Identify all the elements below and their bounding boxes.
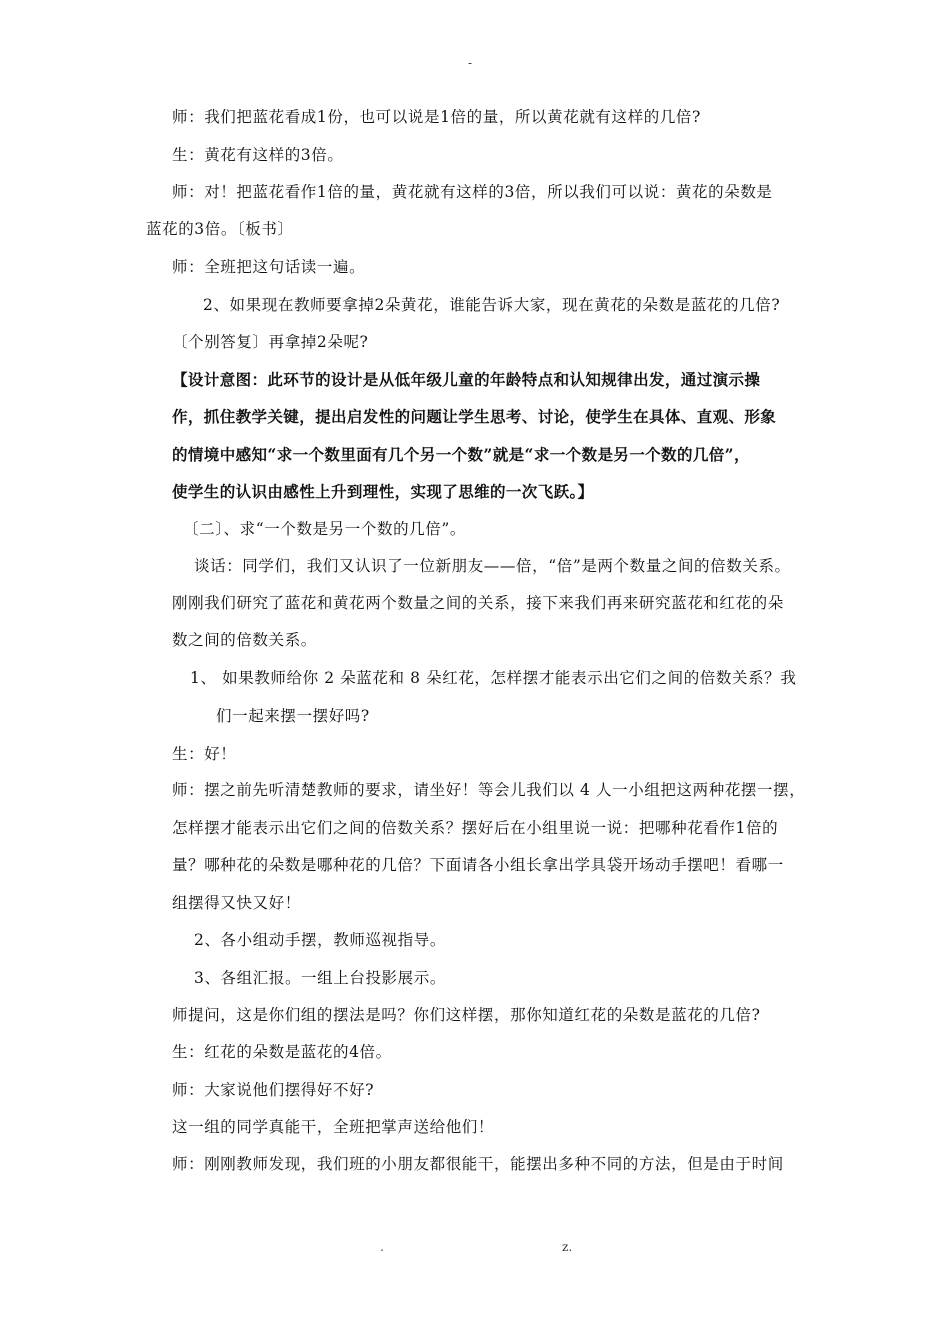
text-line: 师：我们把蓝花看成1份，也可以说是1倍的量，所以黄花就有这样的几倍? bbox=[172, 108, 701, 126]
text-line: 生：好！ bbox=[172, 745, 237, 763]
text-line: 组摆得又快又好！ bbox=[172, 894, 301, 912]
design-intent-line: 的情境中感知“求一个数里面有几个另一个数”就是“求一个数是另一个数的几倍”， bbox=[172, 445, 750, 464]
text-line: 2、如果现在教师要拿掉2朵黄花，谁能告诉大家，现在黄花的朵数是蓝花的几倍? bbox=[203, 296, 781, 314]
text-line: 师：刚刚教师发现，我们班的小朋友都很能干，能摆出多种不同的方法，但是由于时间 bbox=[172, 1155, 784, 1173]
text-line: 谈话：同学们，我们又认识了一位新朋友——倍，“倍”是两个数量之间的倍数关系。 bbox=[194, 557, 791, 575]
design-intent-line: 使学生的认识由感性上升到理性，实现了思维的一次飞跃。】 bbox=[172, 482, 594, 501]
page-header-mark: - bbox=[468, 56, 473, 70]
design-intent-line: 作，抓住教学关键，提出启发性的问题让学生思考、讨论，使学生在具体、直观、形象 bbox=[172, 407, 777, 426]
text-line: 这一组的同学真能干，全班把掌声送给他们！ bbox=[172, 1118, 495, 1136]
text-line: 们一起来摆一摆好吗? bbox=[216, 707, 370, 725]
text-line: 师提问，这是你们组的摆法是吗？你们这样摆，那你知道红花的朵数是蓝花的几倍? bbox=[172, 1006, 761, 1024]
page-footer-right: z. bbox=[562, 1240, 573, 1254]
text-line: 〔个别答复〕再拿掉2朵呢? bbox=[172, 333, 369, 351]
text-line: 师：全班把这句话读一遍。 bbox=[172, 258, 366, 276]
text-line: 生：红花的朵数是蓝花的4倍。 bbox=[172, 1043, 392, 1061]
text-line: 师：摆之前先听清楚教师的要求，请坐好！等会儿我们以 4 人一小组把这两种花摆一摆， bbox=[172, 781, 806, 799]
text-line: 蓝花的3倍。〔板书〕 bbox=[146, 220, 294, 238]
text-line: 师：对！把蓝花看作1倍的量，黄花就有这样的3倍，所以我们可以说：黄花的朵数是 bbox=[172, 183, 773, 201]
text-line: 生：黄花有这样的3倍。 bbox=[172, 146, 344, 164]
text-line: 刚刚我们研究了蓝花和黄花两个数量之间的关系，接下来我们再来研究蓝花和红花的朵 bbox=[172, 594, 784, 612]
text-line: 怎样摆才能表示出它们之间的倍数关系？摆好后在小组里说一说：把哪种花看作1倍的 bbox=[172, 819, 779, 837]
text-line: 数之间的倍数关系。 bbox=[172, 631, 317, 649]
section-heading: 〔二〕、求“一个数是另一个数的几倍”。 bbox=[183, 520, 466, 538]
text-line: 1、 如果教师给你 2 朵蓝花和 8 朵红花，怎样摆才能表示出它们之间的倍数关系？我 bbox=[190, 669, 797, 687]
text-line: 师：大家说他们摆得好不好? bbox=[172, 1081, 375, 1099]
design-intent-line: 【设计意图：此环节的设计是从低年级儿童的年龄特点和认知规律出发，通过演示操 bbox=[172, 370, 761, 389]
text-line: 量？哪种花的朵数是哪种花的几倍？下面请各小组长拿出学具袋开场动手摆吧！看哪一 bbox=[172, 856, 784, 874]
text-line: 3、各组汇报。一组上台投影展示。 bbox=[194, 969, 446, 987]
text-line: 2、各小组动手摆，教师巡视指导。 bbox=[194, 931, 446, 949]
page-footer-left: . bbox=[380, 1240, 384, 1254]
